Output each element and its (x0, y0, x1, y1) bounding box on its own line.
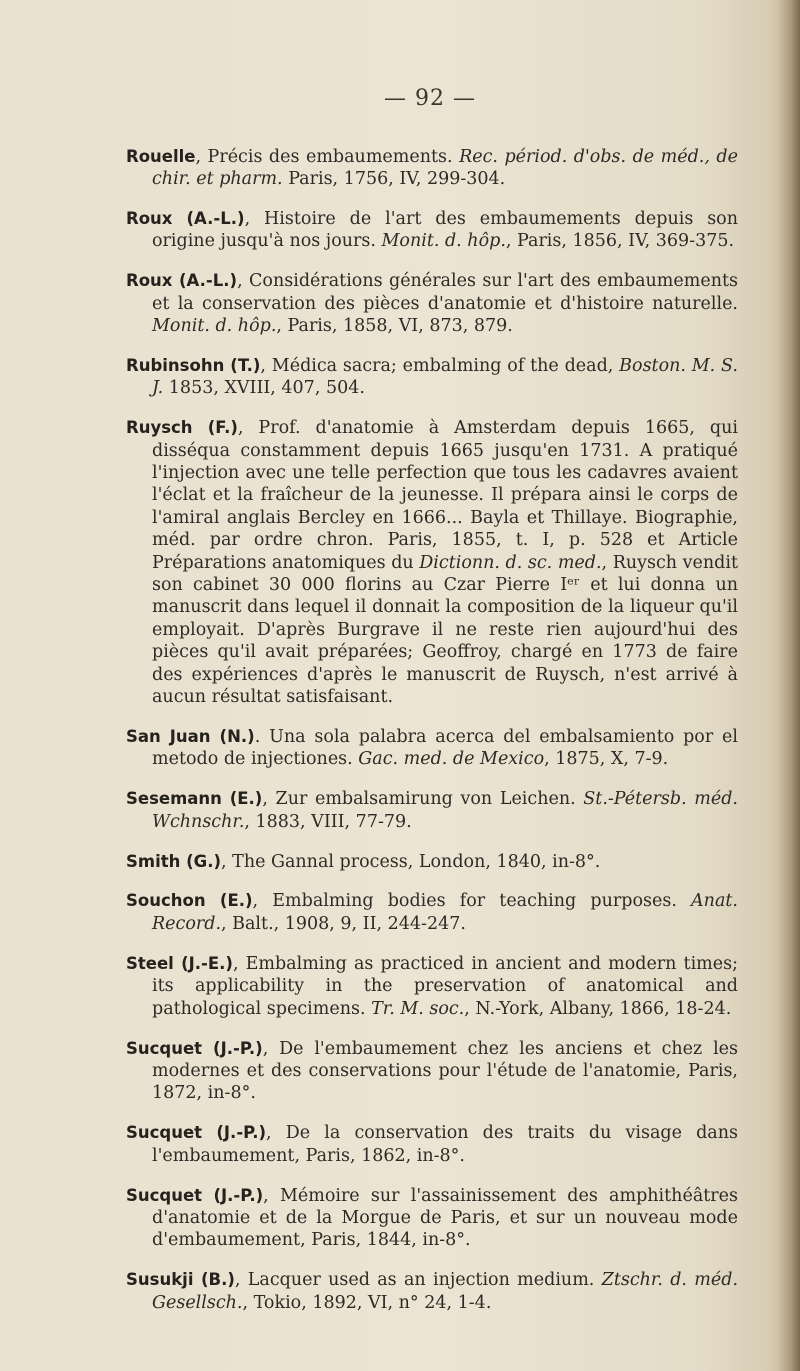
entry-text: , Prof. d'anatomie à Amsterdam depuis 1665, qui disséqua constamment depuis 1665 jusqu'en 1731. A pratiqué l'injection avec une telle perfection que tous les cadavres avaient l'éclat et la fraîcheur de la jeunesse. Il prépara ainsi le corps de l'amiral anglais Bercley en 1666... Bayla et Thillaye. Biographie, méd. par ordre chron. Paris, 1855, t. I, p. 528 et Article Préparations anatomiques du (152, 418, 738, 573)
book-gutter-shadow (778, 0, 800, 1371)
entry-text: , The Gannal process, London, 1840, in-8°. (221, 851, 601, 872)
entry-author: Smith (G.) (126, 851, 222, 871)
entry-author: Steel (J.-E.) (126, 953, 233, 973)
entry-text: , De la conservation des traits du visage dans l'embaumement, Paris, 1862, in-8°. (152, 1123, 738, 1166)
entry-reference: , Balt., 1908, 9, II, 244-247. (221, 913, 466, 934)
entry-author: Sucquet (J.-P.) (126, 1185, 264, 1205)
entry-journal: Anat. Record. (152, 891, 738, 934)
entry-journal: St.-Pétersb. méd. Wchnschr. (152, 789, 738, 832)
entry-author: Rubinsohn (T.) (126, 355, 261, 375)
entry-author: Ruysch (F.) (126, 418, 238, 438)
entry-reference: , N.-York, Albany, 1866, 18-24. (464, 998, 732, 1019)
entry-journal: Ztschr. d. méd. Gesellsch. (152, 1270, 739, 1313)
entry-reference: , Paris, 1856, IV, 369-375. (505, 231, 735, 252)
bibliography-entry (126, 890, 738, 935)
entry-reference: , Ruysch vendit son cabinet 30 000 florins au Czar Pierre Iᵉʳ et lui donna un manuscrit dans lequel il donnait la composition de la liqueur qu'il employait. D'après Burgrave il ne reste rien aujourd'hui des pièces qu'il avait préparées; Geoffroy, chargé en 1773 de faire des expériences d'après le manuscrit de Ruysch, n'est arrivé à aucun résultat satisfaisant. (152, 552, 739, 708)
entry-text: , Mémoire sur l'assainissement des amphithéâtres d'anatomie et de la Morgue de Paris, et sur un nouveau mode d'embaumement, Paris, 1844, in-8°. (152, 1185, 738, 1251)
bibliography-entry (126, 1122, 738, 1167)
bibliography-entry (126, 726, 738, 771)
entry-author: Sesemann (E.) (126, 789, 263, 809)
entry-text: , Embalming bodies for teaching purposes. (252, 891, 692, 912)
entry-text: , Lacquer used as an injection medium. (234, 1270, 602, 1291)
entry-author: Rouelle (126, 146, 196, 166)
entry-text: , Médica sacra; embalming of the dead, (260, 355, 620, 376)
entry-reference: , 1875, X, 7-9. (544, 749, 669, 770)
entry-author: San Juan (N.) (126, 726, 255, 746)
entry-text: , De l'embaumement chez les anciens et chez les modernes et des conservations pour l'étude de l'anatomie, Paris, 1872, in-8°. (152, 1038, 739, 1104)
entry-journal: Boston. M. S. J. (152, 355, 738, 399)
entry-journal: Tr. M. soc. (371, 998, 465, 1019)
entry-author: Roux (A.-L.) (126, 271, 238, 291)
entry-text: , Embalming as practiced in ancient and modern times; its applicability in the preservation of anatomical and pathological specimens. (152, 953, 738, 1019)
bibliography-entry (126, 208, 738, 253)
entry-reference: Paris, 1756, IV, 299-304. (282, 168, 506, 189)
bibliography-entry (126, 417, 738, 708)
page-number: — 92 — (384, 86, 476, 111)
entry-author: Roux (A.-L.) (126, 208, 245, 228)
entry-reference: , Paris, 1858, VI, 873, 879. (276, 315, 513, 336)
entry-text: , Histoire de l'art des embaumements depuis son origine jusqu'à nos jours. (152, 208, 738, 252)
entry-text: , Précis des embaumements. (195, 146, 460, 167)
entry-author: Sucquet (J.-P.) (126, 1123, 267, 1143)
entry-reference: , Tokio, 1892, VI, n° 24, 1-4. (242, 1292, 492, 1313)
entry-journal: Gac. med. de Mexico (358, 749, 545, 770)
entry-author: Sucquet (J.-P.) (126, 1038, 263, 1058)
entry-journal: Dictionn. d. sc. med. (419, 552, 602, 573)
bibliography-entry (126, 355, 738, 400)
bibliography-list (126, 128, 738, 1328)
bibliography-entry (126, 146, 738, 191)
entry-author: Susukji (B.) (126, 1270, 235, 1290)
entry-journal: Rec. périod. d'obs. de méd., de chir. et pharm. (152, 146, 738, 189)
bibliography-entry (126, 953, 738, 1020)
bibliography-entry (126, 1269, 738, 1314)
entry-journal: Monit. d. hôp. (152, 315, 277, 336)
bibliography-entry (126, 851, 738, 873)
entry-reference: , 1883, VIII, 77-79. (244, 811, 412, 832)
entry-reference: 1853, XVIII, 407, 504. (163, 378, 365, 399)
bibliography-entry (126, 270, 738, 337)
bibliography-entry (126, 1038, 738, 1105)
bibliography-entry (126, 788, 738, 833)
entry-text: , Considérations générales sur l'art des embaumements et la conservation des pièces d'anatomie et d'histoire naturelle. (152, 271, 738, 314)
entry-text: , Zur embalsamirung von Leichen. (262, 789, 584, 810)
bibliography-entry (126, 1185, 738, 1252)
entry-journal: Monit. d. hôp. (381, 231, 506, 252)
entry-text: . Una sola palabra acerca del embalsamiento por el metodo de injectiones. (152, 726, 738, 770)
entry-author: Souchon (E.) (126, 891, 253, 911)
